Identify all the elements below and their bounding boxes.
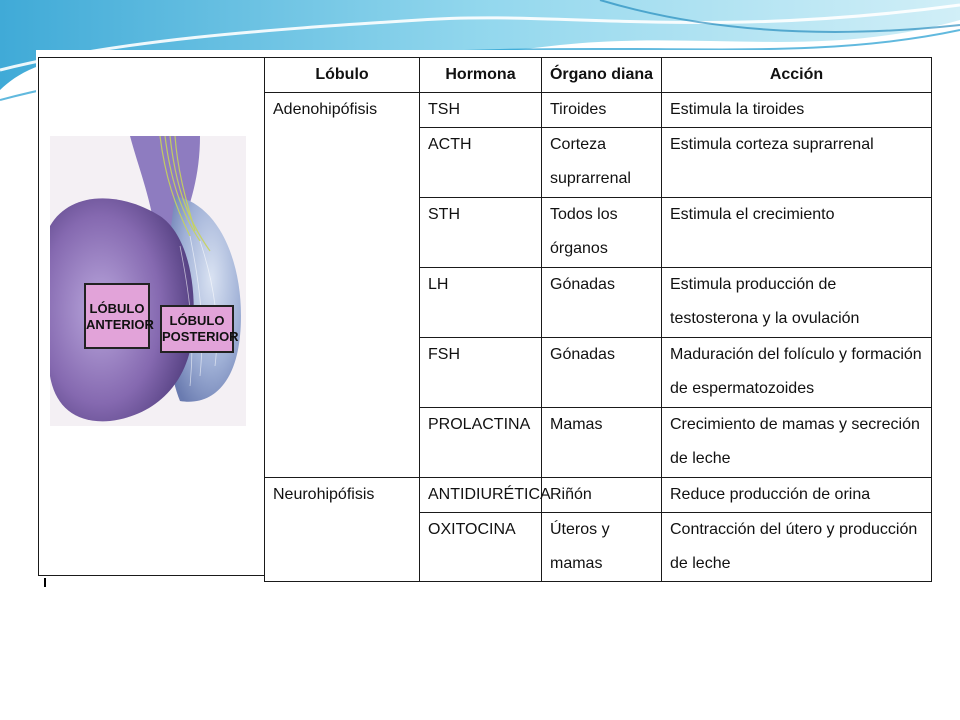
cell-organo: Gónadas bbox=[542, 268, 662, 338]
label-anterior-line2: ANTERIOR bbox=[86, 317, 154, 332]
header-organo-diana: Órgano diana bbox=[542, 58, 662, 93]
cell-hormona: TSH bbox=[420, 93, 542, 128]
cell-organo: Todos los órganos bbox=[542, 198, 662, 268]
label-lobulo-anterior bbox=[84, 283, 154, 349]
header-hormona: Hormona bbox=[420, 58, 542, 93]
cell-hormona: STH bbox=[420, 198, 542, 268]
cell-organo: Gónadas bbox=[542, 338, 662, 408]
cell-hormona: PROLACTINA bbox=[420, 408, 542, 478]
table-header-row bbox=[265, 58, 932, 93]
cell-accion: Estimula el crecimiento bbox=[662, 198, 932, 268]
cell-accion: Estimula producción de testosterona y la ovulación bbox=[662, 268, 932, 338]
cell-hormona: OXITOCINA bbox=[420, 513, 542, 582]
cell-organo: Mamas bbox=[542, 408, 662, 478]
cell-organo: Úteros y mamas bbox=[542, 513, 662, 582]
label-anterior-line1: LÓBULO bbox=[89, 301, 145, 316]
cell-lobulo-adenohipofisis: Adenohipófisis bbox=[265, 93, 420, 478]
cell-accion: Maduración del folículo y formación de espermatozoides bbox=[662, 338, 932, 408]
table-row bbox=[265, 478, 932, 513]
pituitary-gland-illustration bbox=[50, 136, 246, 426]
label-lobulo-posterior bbox=[160, 305, 239, 353]
cell-accion: Crecimiento de mamas y secreción de leche bbox=[662, 408, 932, 478]
cell-hormona: ANTIDIURÉTICA bbox=[420, 478, 542, 513]
cell-organo: Riñón bbox=[542, 478, 662, 513]
hormones-table bbox=[264, 57, 932, 582]
header-accion: Acción bbox=[662, 58, 932, 93]
cell-accion: Estimula la tiroides bbox=[662, 93, 932, 128]
label-posterior-line2: POSTERIOR bbox=[162, 329, 239, 344]
cell-accion: Reduce producción de orina bbox=[662, 478, 932, 513]
cell-lobulo-neurohipofisis: Neurohipófisis bbox=[265, 478, 420, 582]
table-row bbox=[265, 93, 932, 128]
header-lobulo: Lóbulo bbox=[265, 58, 420, 93]
cell-hormona: ACTH bbox=[420, 128, 542, 198]
cell-hormona: LH bbox=[420, 268, 542, 338]
cell-accion: Contracción del útero y producción de leche bbox=[662, 513, 932, 582]
cell-organo: Corteza suprarrenal bbox=[542, 128, 662, 198]
label-posterior-line1: LÓBULO bbox=[169, 313, 225, 328]
stray-tick-mark bbox=[44, 578, 46, 587]
cell-accion: Estimula corteza suprarrenal bbox=[662, 128, 932, 198]
cell-organo: Tiroides bbox=[542, 93, 662, 128]
cell-hormona: FSH bbox=[420, 338, 542, 408]
